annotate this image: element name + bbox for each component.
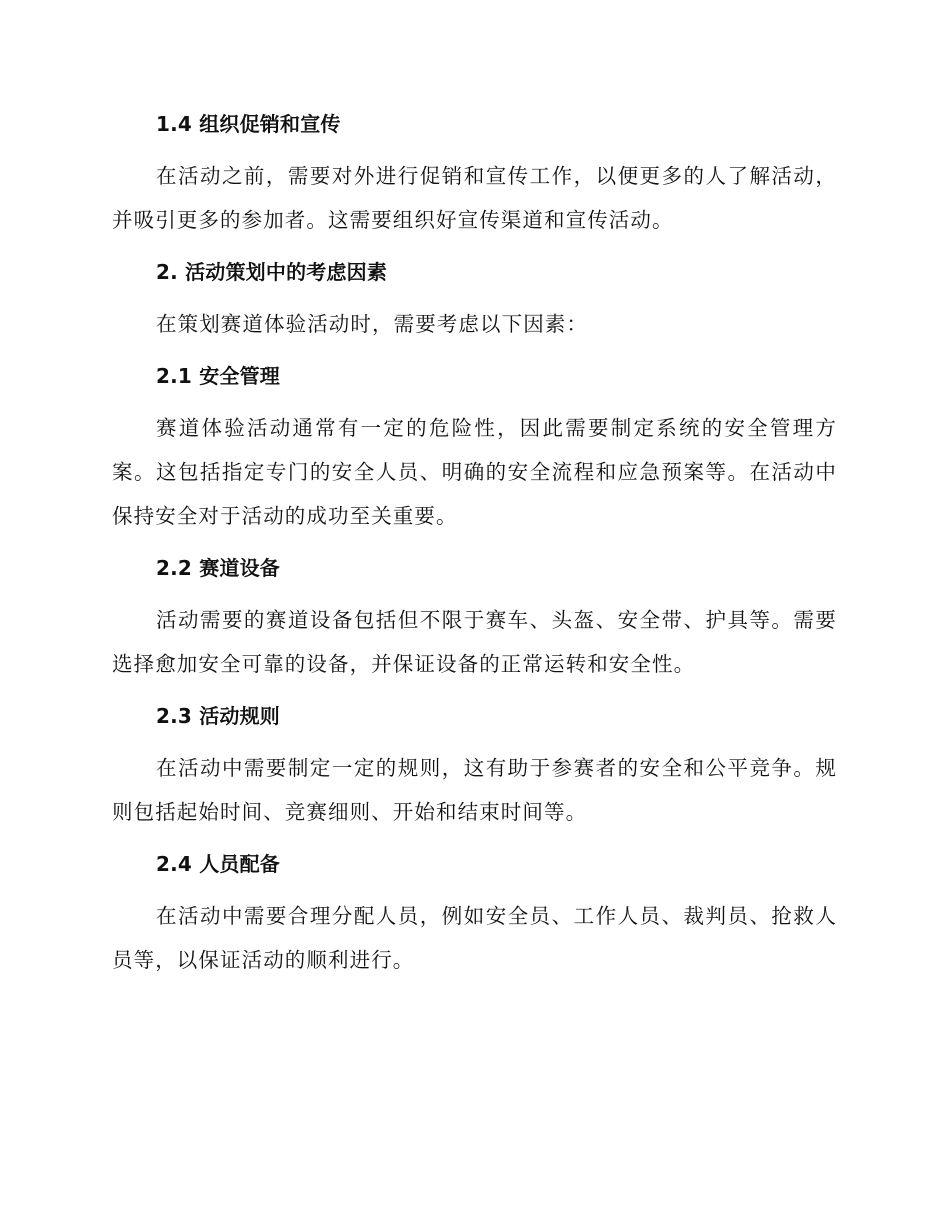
section-heading-2-3: 2.3 活动规则: [156, 704, 280, 728]
section-heading-1-4: 1.4 组织促销和宣传: [156, 112, 341, 136]
paragraph-rules: 在活动中需要制定一定的规则，这有助于参赛者的安全和公平竞争。规则包括起始时间、竞赛细则、开始和结束时间等。: [112, 756, 837, 824]
section-heading-2-4: 2.4 人员配备: [156, 852, 280, 876]
document-page: [112, 108, 837, 982]
paragraph-staffing: 在活动中需要合理分配人员，例如安全员、工作人员、裁判员、抢救人员等，以保证活动的顺利进行。: [112, 904, 837, 972]
paragraph-factors-intro: 在策划赛道体验活动时，需要考虑以下因素：: [156, 312, 588, 336]
paragraph-equipment: 活动需要的赛道设备包括但不限于赛车、头盔、安全带、护具等。需要选择愈加安全可靠的设备，并保证设备的正常运转和安全性。: [112, 608, 837, 676]
section-heading-2: 2. 活动策划中的考虑因素: [156, 260, 388, 284]
section-heading-2-1: 2.1 安全管理: [156, 364, 280, 388]
section-heading-2-2: 2.2 赛道设备: [156, 556, 280, 580]
paragraph-promotion: 在活动之前，需要对外进行促销和宣传工作，以便更多的人了解活动，并吸引更多的参加者。这需要组织好宣传渠道和宣传活动。: [112, 164, 837, 232]
paragraph-safety: 赛道体验活动通常有一定的危险性，因此需要制定系统的安全管理方案。这包括指定专门的安全人员、明确的安全流程和应急预案等。在活动中保持安全对于活动的成功至关重要。: [112, 416, 837, 528]
